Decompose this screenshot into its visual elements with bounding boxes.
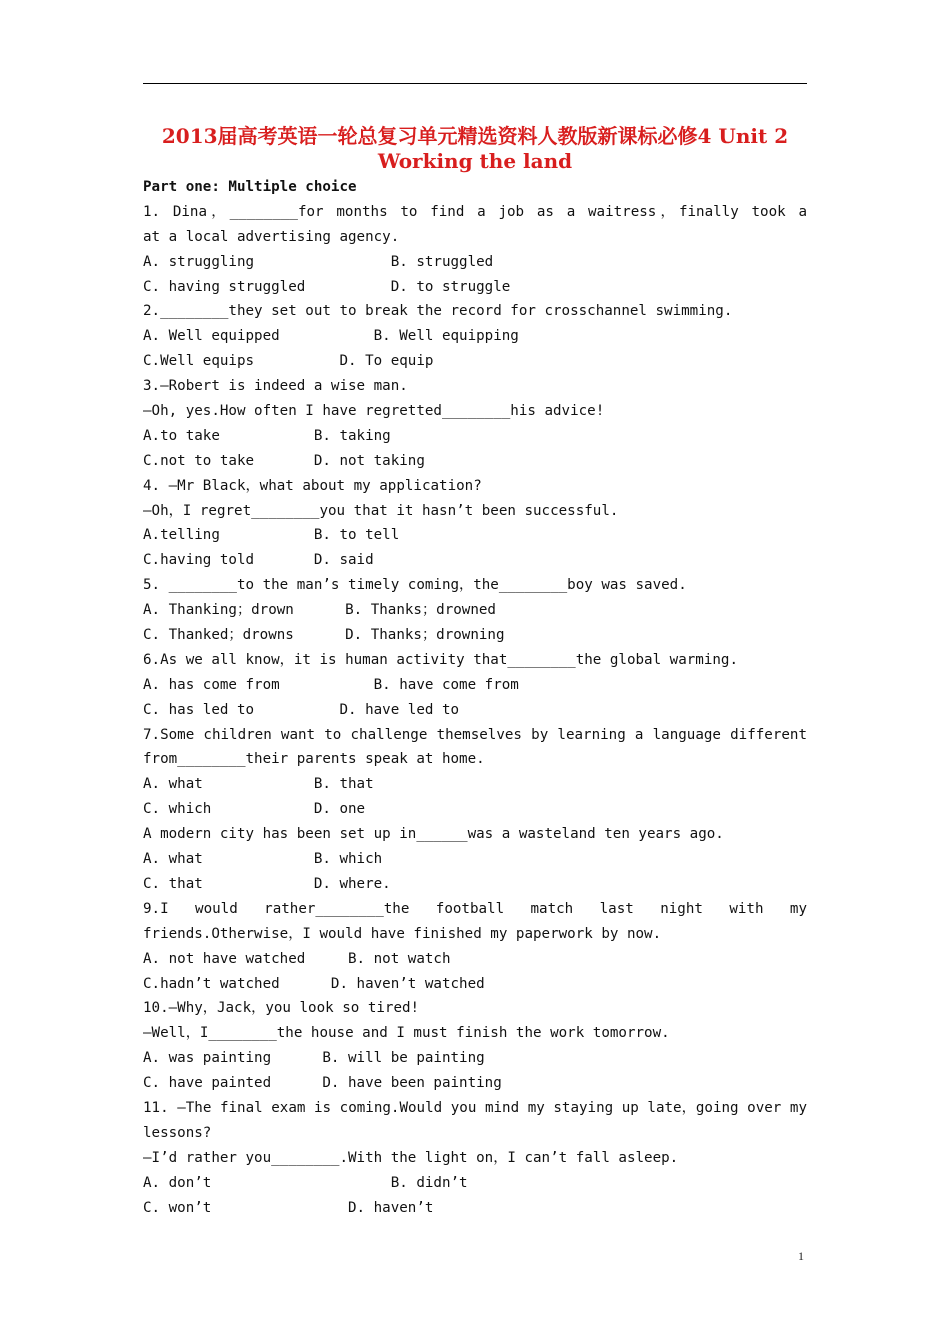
document-title: 2013届高考英语一轮总复习单元精选资料人教版新课标必修4 Unit 2 Working the land: [161, 124, 789, 173]
text-line: lessons?: [143, 1124, 212, 1141]
header-rule: [143, 83, 807, 84]
text-line: 10.—Why，Jack，you look so tired!: [143, 1000, 420, 1017]
text-line: 4. —Mr Black，what about my application?: [143, 477, 482, 494]
text-line: —Oh，I regret________you that it hasn’t been successful.: [143, 502, 619, 519]
text-line: —I’d rather you________.With the light on，I can’t fall asleep.: [143, 1149, 679, 1166]
text-line: C.hadn’t watched D. haven’t watched: [143, 975, 485, 992]
text-line: C. having struggled D. to struggle: [143, 278, 511, 295]
text-line: A. was painting B. will be painting: [143, 1050, 485, 1067]
text-line: —Oh, yes.How often I have regretted________his advice!: [143, 403, 605, 420]
page-number: 1: [798, 1249, 804, 1263]
text-line: 11. —The final exam is coming.Would you mind my staying up late，going over my: [143, 1099, 807, 1116]
text-line: 2.________they set out to break the record for crosschannel swimming.: [143, 303, 733, 320]
text-line: at a local advertising agency.: [143, 228, 400, 245]
text-line: C. Thanked；drowns D. Thanks；drowning: [143, 627, 505, 644]
text-line: C.not to take D. not taking: [143, 452, 425, 469]
text-line: C.Well equips D. To equip: [143, 353, 434, 370]
text-line: —Well，I________the house and I must finish the work tomorrow.: [143, 1025, 670, 1042]
text-line: A.telling B. to tell: [143, 527, 400, 544]
text-line: A. Thanking；drown B. Thanks；drowned: [143, 602, 496, 619]
text-line: 7.Some children want to challenge themselves by learning a language different: [143, 726, 807, 743]
text-line: 1. Dina，________for months to find a job as a waitress，finally took a: [143, 203, 807, 220]
text-line: C. that D. where.: [143, 875, 391, 892]
text-line: 3.—Robert is indeed a wise man.: [143, 378, 408, 395]
text-line: friends.Otherwise，I would have finished my paperwork by now.: [143, 925, 662, 942]
question-body: [143, 175, 807, 1220]
text-line: A. struggling B. struggled: [143, 253, 494, 270]
text-line: C. have painted D. have been painting: [143, 1075, 502, 1092]
text-line: A. don’t B. didn’t: [143, 1174, 468, 1191]
text-line: C. has led to D. have led to: [143, 701, 460, 718]
text-line: A. what B. that: [143, 776, 374, 793]
text-line: A. not have watched B. not watch: [143, 950, 451, 967]
text-line: 5. ________to the man’s timely coming，the________boy was saved.: [143, 577, 687, 594]
text-line: C. won’t D. haven’t: [143, 1199, 434, 1216]
text-line: C. which D. one: [143, 801, 366, 818]
text-line: A modern city has been set up in______was a wasteland ten years ago.: [143, 826, 724, 843]
section-heading: Part one: Multiple choice: [143, 179, 357, 195]
text-line: from________their parents speak at home.: [143, 751, 485, 768]
text-line: A. Well equipped B. Well equipping: [143, 328, 519, 345]
text-line: 9.I would rather________the football match last night with my: [143, 900, 807, 917]
text-line: A. has come from B. have come from: [143, 676, 519, 693]
text-line: A.to take B. taking: [143, 427, 391, 444]
text-line: 6.As we all know，it is human activity that________the global warming.: [143, 651, 739, 668]
text-line: C.having told D. said: [143, 552, 374, 569]
text-line: A. what B. which: [143, 851, 383, 868]
